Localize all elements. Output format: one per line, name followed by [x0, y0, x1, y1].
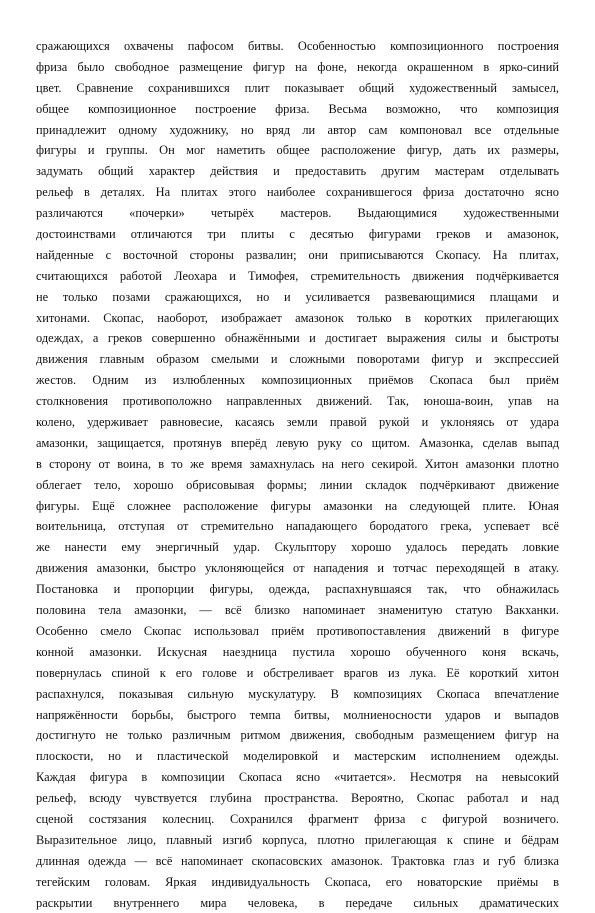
text-line: достигнуто не только различным ритмом движения, свободным размещением фигур на	[36, 728, 559, 743]
text-line: рельеф в деталях. На плитах этого наиболее сохранившегося фриза достаточно ясно	[36, 185, 559, 200]
text-line: облегает тело, хорошо обрисовывая формы; линии складок подчёркивают движение	[36, 477, 559, 492]
text-line: раскрытии внутреннего мира человека, в передаче сильных драматических	[36, 895, 559, 910]
text-line: распахнулся, показывая сильную мускулатуру. В композициях Скопаса впечатление	[36, 686, 559, 701]
text-line: длинная одежда — всё напоминает скопасовских амазонок. Трактовка глаз и губ близка	[36, 853, 559, 868]
text-line: Особенно смело Скопас использовал приём противопоставления движений в фигуре	[36, 623, 559, 638]
text-line: фигуры. Ещё сложнее расположение фигуры амазонки на следующей плите. Юная	[36, 498, 559, 513]
text-line: не только позами сражающихся, но и усиливается развевающимися плащами и	[36, 289, 559, 304]
text-line: задумать общий характер действия и предоставить другим мастерам отделывать	[36, 164, 559, 179]
text-line: же нанести ему энергичный удар. Скульптору хорошо удалось передать ловкие	[36, 540, 559, 555]
body-text	[36, 36, 559, 913]
text-line: тегейским головам. Яркая индивидуальность Скопаса, его новаторские приёмы в	[36, 874, 559, 889]
text-line: Каждая фигура в композиции Скопаса ясно «читается». Несмотря на невысокий	[36, 770, 559, 785]
text-line: достоинствами отличаются три плиты с десятью фигурами греков и амазонок,	[36, 227, 559, 242]
text-line: движения главным образом смелыми и сложными поворотами фигур и экспрессией	[36, 352, 559, 367]
text-line: движения амазонки, быстро уклоняющейся от нападения и тотчас переходящей в атаку.	[36, 561, 559, 576]
text-line: найденные с восточной стороны развалин; они приписываются Скопасу. На плитах,	[36, 247, 559, 262]
text-line: одеждах, а греков совершенно обнажёнными и достигает выражения силы и быстроты	[36, 331, 559, 346]
text-line: принадлежит одному художнику, но вряд ли автор сам компоновал все отдельные	[36, 122, 559, 137]
text-line: столкновения противоположно направленных движений. Так, юноша-воин, упав на	[36, 394, 559, 409]
text-line: половина тела амазонки, — всё близко напоминает знаменитую статую Вакханки.	[36, 603, 559, 618]
text-line: цвет. Сравнение сохранившихся плит показывает общий художественный замысел,	[36, 80, 559, 95]
text-line: конной амазонки. Искусная наездница пустила хорошо обученного коня вскачь,	[36, 644, 559, 659]
text-line: сценой состязания колесниц. Сохранился фрагмент фриза с фигурой возничего.	[36, 811, 559, 826]
text-line: фигуры и группы. Он мог наметить общее расположение фигур, дать их размеры,	[36, 143, 559, 158]
text-line: жестов. Одним из излюбленных композиционных приёмов Скопаса был приём	[36, 373, 559, 388]
text-line: Постановка и пропорции фигуры, одежда, распахнувшаяся так, что обнажилась	[36, 582, 559, 597]
text-line: колено, удерживает равновесие, касаясь земли правой рукой и уклоняясь от удара	[36, 415, 559, 430]
text-line: различаются «почерки» четырёх мастеров. Выдающимися художественными	[36, 206, 559, 221]
text-line: воительница, отступая от стремительно нападающего бородатого грека, успевает всё	[36, 519, 559, 534]
text-line: напряжённости борьбы, быстрого темпа битвы, молниеносности ударов и выпадов	[36, 707, 559, 722]
text-line: рельеф, всюду чувствуется глубина пространства. Вероятно, Скопас работал и над	[36, 791, 559, 806]
text-line: сражающихся охвачены пафосом битвы. Особенностью композиционного построения	[36, 39, 559, 53]
text-line: плоскости, но и пластической моделировкой и мастерским исполнением одежды.	[36, 749, 559, 764]
text-line: Выразительное лицо, плавный изгиб корпуса, плотно прилегающая к спине и бёдрам	[36, 832, 559, 847]
text-line: амазонки, защищается, протянув вперёд левую руку со щитом. Амазонка, сделав выпад	[36, 435, 559, 450]
text-line: в сторону от воина, в то же время замахнулась на него секирой. Хитон амазонки плотно	[36, 456, 559, 471]
text-line: общее композиционное построение фриза. Весьма возможно, что композиция	[36, 101, 559, 116]
text-line: фриза было свободное размещение фигур на фоне, некогда окрашенном в ярко-синий	[36, 59, 559, 74]
text-line: хитонами. Скопас, наоборот, изображает амазонок только в коротких прилегающих	[36, 310, 559, 325]
text-line: считающихся работой Леохара и Тимофея, стремительность движения подчёркивается	[36, 268, 559, 283]
text-line: повернулась спиной к его голове и обстреливает врагов из лука. Её короткий хитон	[36, 665, 559, 680]
